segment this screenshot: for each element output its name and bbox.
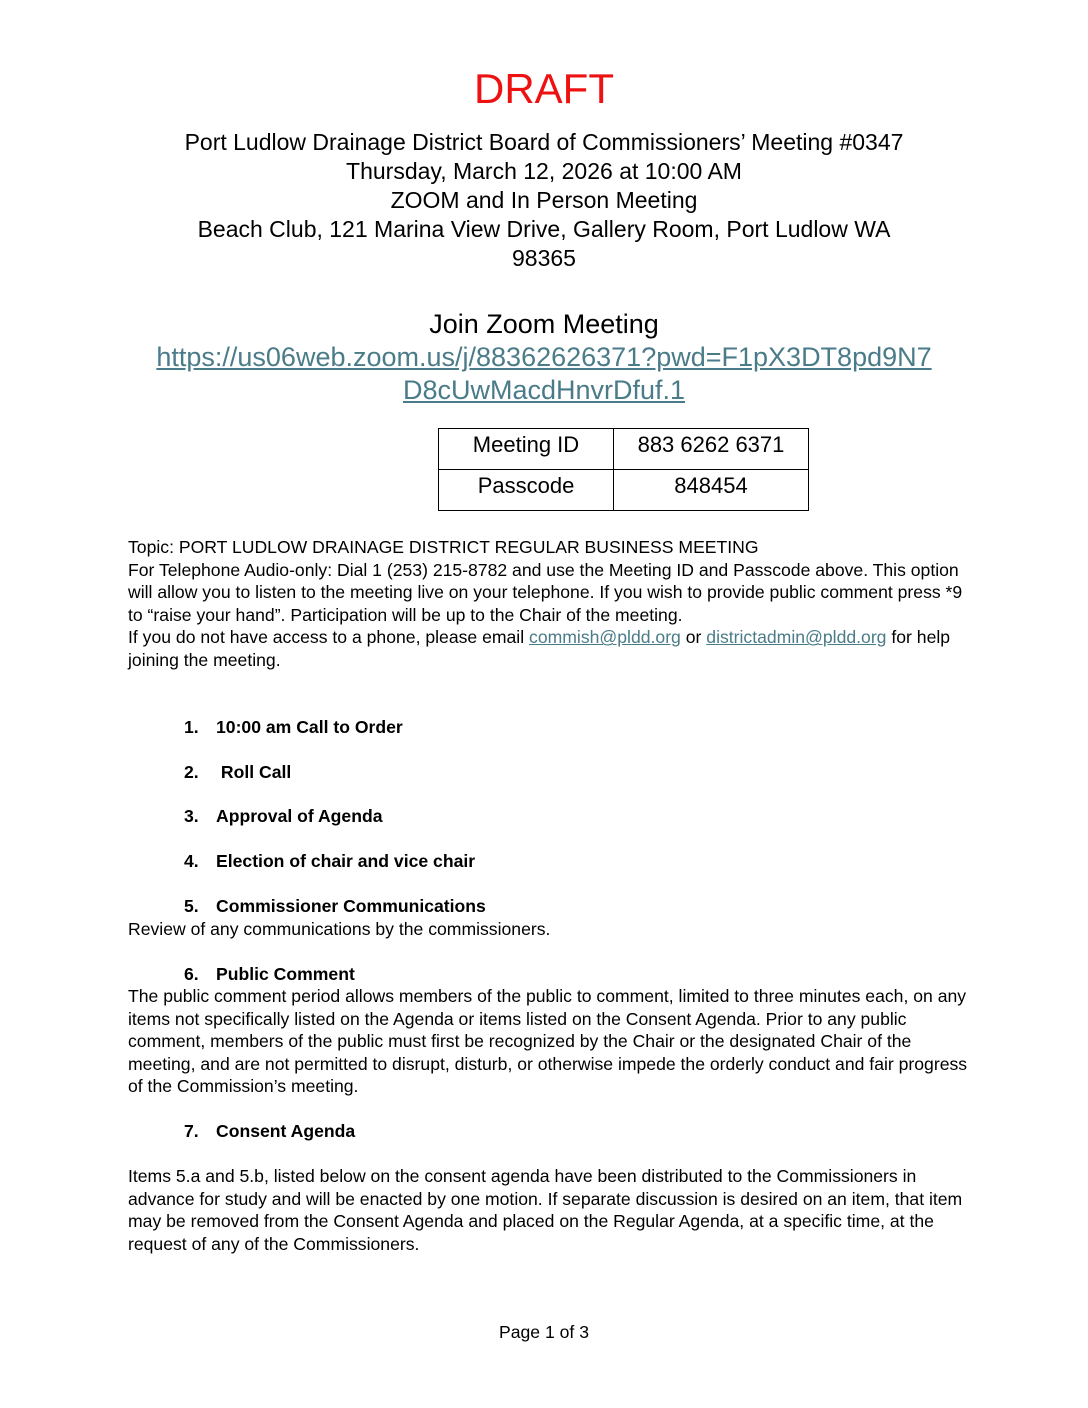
meeting-format: ZOOM and In Person Meeting bbox=[390, 187, 698, 213]
agenda-title: Election of chair and vice chair bbox=[216, 851, 476, 871]
agenda-number: 4. bbox=[184, 851, 199, 871]
meeting-title: Port Ludlow Drainage District Board of Commissioners’ Meeting #0347 bbox=[184, 129, 904, 155]
passcode-value: 848454 bbox=[614, 470, 809, 511]
agenda-item-7 bbox=[184, 1120, 355, 1142]
agenda-item-7-description: Items 5.a and 5.b, listed below on the consent agenda have been distributed to the Commissioners in advance for study and will be enacted by one motion. If separate discussion is desired on an item, that item may be removed from the Consent Agenda and placed on the Regular Agenda, at a specific time, at the request of any of the Commissioners. bbox=[128, 1166, 963, 1254]
agenda-title: Commissioner Communications bbox=[216, 896, 486, 916]
agenda-title: Roll Call bbox=[216, 762, 292, 782]
meeting-id-label: Meeting ID bbox=[439, 429, 614, 470]
zoom-link-line-1[interactable]: https://us06web.zoom.us/j/88362626371?pwd=F1pX3DT8pd9N7 bbox=[156, 342, 932, 372]
agenda-item-3 bbox=[184, 805, 383, 827]
meeting-date: Thursday, March 12, 2026 at 10:00 AM bbox=[346, 158, 742, 184]
agenda-item-1 bbox=[184, 716, 403, 738]
meeting-location: Beach Club, 121 Marina View Drive, Gallery Room, Port Ludlow WA bbox=[197, 216, 891, 242]
draft-watermark-title: DRAFT bbox=[474, 65, 614, 112]
commish-email-link[interactable]: commish@pldd.org bbox=[529, 627, 681, 648]
agenda-title: 10:00 am Call to Order bbox=[216, 717, 403, 737]
districtadmin-email-link[interactable]: districtadmin@pldd.org bbox=[706, 627, 887, 648]
meeting-zip: 98365 bbox=[512, 245, 576, 271]
zoom-meeting-link[interactable] bbox=[130, 341, 958, 407]
agenda-number: 6. bbox=[184, 964, 199, 984]
zoom-title: Join Zoom Meeting bbox=[429, 309, 659, 339]
agenda-title: Approval of Agenda bbox=[216, 806, 383, 826]
email-instructions bbox=[128, 626, 968, 671]
zoom-link-line-2[interactable]: D8cUwMacdHnvrDfuf.1 bbox=[402, 375, 686, 405]
topic-line: Topic: PORT LUDLOW DRAINAGE DISTRICT REGULAR BUSINESS MEETING bbox=[128, 537, 759, 557]
agenda-item-5 bbox=[184, 895, 486, 917]
agenda-item-6-description: The public comment period allows members of the public to comment, limited to three minutes each, on any items not specifically listed on the Agenda or items listed on the Consent Agenda. Prior to any public comment, members of the public must first be recognized by the Chair or the designated Chair of the meeting, and are not permitted to disrupt, disturb, or otherwise impede the orderly conduct and fair progress of the Commission’s meeting. bbox=[128, 986, 968, 1097]
agenda-title: Public Comment bbox=[216, 964, 355, 984]
meeting-id-value: 883 6262 6371 bbox=[614, 429, 809, 470]
telephone-instructions: For Telephone Audio-only: Dial 1 (253) 215-8782 and use the Meeting ID and Passcode above. This option will allow you to listen to the meeting live on your telephone. If you wish to provide public comment press *9 to “raise your hand”. Participation will be up to the Chair of the meeting. bbox=[128, 559, 963, 625]
agenda-number: 5. bbox=[184, 896, 199, 916]
email-suffix: for help joining the meeting. bbox=[128, 627, 951, 670]
agenda-number: 7. bbox=[184, 1121, 199, 1141]
agenda-number: 2. bbox=[184, 762, 199, 782]
meeting-heading bbox=[130, 128, 958, 273]
agenda-number: 3. bbox=[184, 806, 199, 826]
passcode-label: Passcode bbox=[439, 470, 614, 511]
agenda-item-6 bbox=[184, 963, 355, 985]
agenda-item-2 bbox=[184, 761, 291, 783]
meeting-info bbox=[128, 536, 968, 672]
table-row bbox=[439, 470, 809, 511]
agenda-item-4 bbox=[184, 850, 475, 872]
agenda-item-5-description: Review of any communications by the commissioners. bbox=[128, 919, 551, 939]
page-number: Page 1 of 3 bbox=[499, 1322, 589, 1342]
email-or: or bbox=[685, 627, 702, 648]
agenda-title: Consent Agenda bbox=[216, 1121, 356, 1141]
email-prefix: If you do not have access to a phone, please email bbox=[128, 627, 525, 648]
meeting-credentials-table bbox=[438, 428, 809, 511]
agenda-number: 1. bbox=[184, 717, 199, 737]
table-row bbox=[439, 429, 809, 470]
